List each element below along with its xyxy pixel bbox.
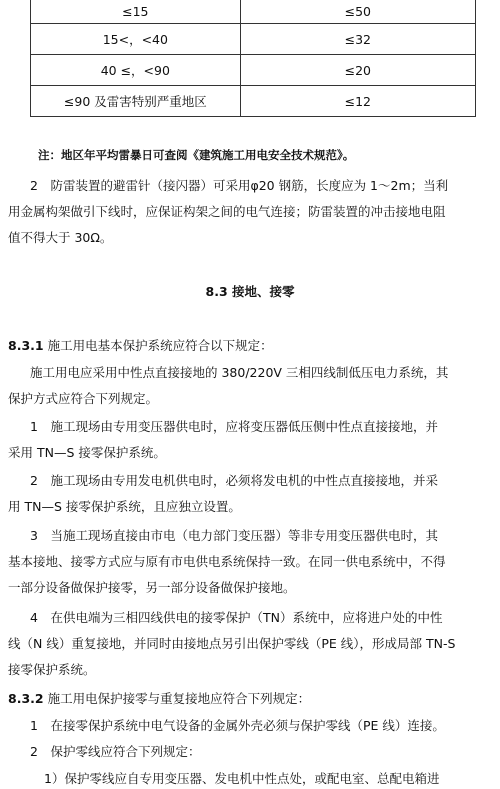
section-heading: 8.3 接地、接零 <box>205 284 295 299</box>
table-row <box>31 55 476 86</box>
paragraph-line: 值不得大于 30Ω。 <box>8 230 113 245</box>
table-cell: ≤12 <box>240 86 475 117</box>
table-cell: ≤32 <box>240 24 475 55</box>
paragraph-line: 采用 TN—S 接零保护系统。 <box>8 445 166 460</box>
table-cell: 15<，<40 <box>31 24 241 55</box>
paragraph-line: 2 施工现场由专用发电机供电时，必须将发电机的中性点直接接地，并采 <box>30 473 438 488</box>
paragraph-line: 施工用电应采用中性点直接接地的 380/220V 三相四线制低压电力系统，其 <box>30 365 449 380</box>
paragraph-line: 接零保护系统。 <box>8 662 96 677</box>
table-row <box>31 24 476 55</box>
table-cell: 40 ≤，<90 <box>31 55 241 86</box>
paragraph-line: 3 当施工现场直接由市电（电力部门变压器）等非专用变压器供电时，其 <box>30 528 438 543</box>
paragraph-line: 1 在接零保护系统中电气设备的金属外壳必须与保护零线（PE 线）连接。 <box>30 718 445 733</box>
table-cell: ≤20 <box>240 55 475 86</box>
paragraph-line: 一部分设备做保护接零，另一部分设备做保护接地。 <box>8 580 296 595</box>
lightning-rod-height-table <box>30 0 476 117</box>
table-cell: ≤90 及雷害特别严重地区 <box>31 86 241 117</box>
paragraph-line: 2 防雷装置的避雷针（接闪器）可采用φ20 钢筋，长度应为 1～2m；当利 <box>30 178 449 193</box>
paragraph-line: 2 保护零线应符合下列规定： <box>30 744 201 759</box>
paragraph-line: 基本接地、接零方式应与原有市电供电系统保持一致。在同一供电系统中，不得 <box>8 554 446 569</box>
paragraph-line: 4 在供电端为三相四线供电的接零保护（TN）系统中，应将进户处的中性 <box>30 610 443 625</box>
clause-title: 施工用电保护接零与重复接地应符合下列规定： <box>47 691 311 706</box>
paragraph-line: 保护方式应符合下列规定。 <box>8 391 159 406</box>
table-cell: ≤15 <box>31 0 241 24</box>
paragraph-line: 用金属构架做引下线时，应保证构架之间的电气连接；防雷装置的冲击接地电阻 <box>8 204 446 219</box>
table-note: 注：地区年平均雷暴日可查阅《建筑施工用电安全技术规范》。 <box>38 148 355 162</box>
clause-number: 8.3.1 <box>8 338 44 353</box>
paragraph-line: 1）保护零线应自专用变压器、发电机中性点处，或配电室、总配电箱进 <box>44 771 440 786</box>
clause-title: 施工用电基本保护系统应符合以下规定： <box>47 338 273 353</box>
paragraph-line: 线（N 线）重复接地，并同时由接地点另引出保护零线（PE 线），形成局部 TN-S <box>8 636 456 651</box>
clause-heading <box>8 340 500 353</box>
clause-heading <box>8 693 500 706</box>
clause-number: 8.3.2 <box>8 691 44 706</box>
table-cell: ≤50 <box>240 0 475 24</box>
table-row <box>31 0 476 24</box>
paragraph-line: 用 TN—S 接零保护系统，且应独立设置。 <box>8 499 241 514</box>
paragraph-line: 1 施工现场由专用变压器供电时，应将变压器低压侧中性点直接接地，并 <box>30 419 438 434</box>
table-row <box>31 86 476 117</box>
